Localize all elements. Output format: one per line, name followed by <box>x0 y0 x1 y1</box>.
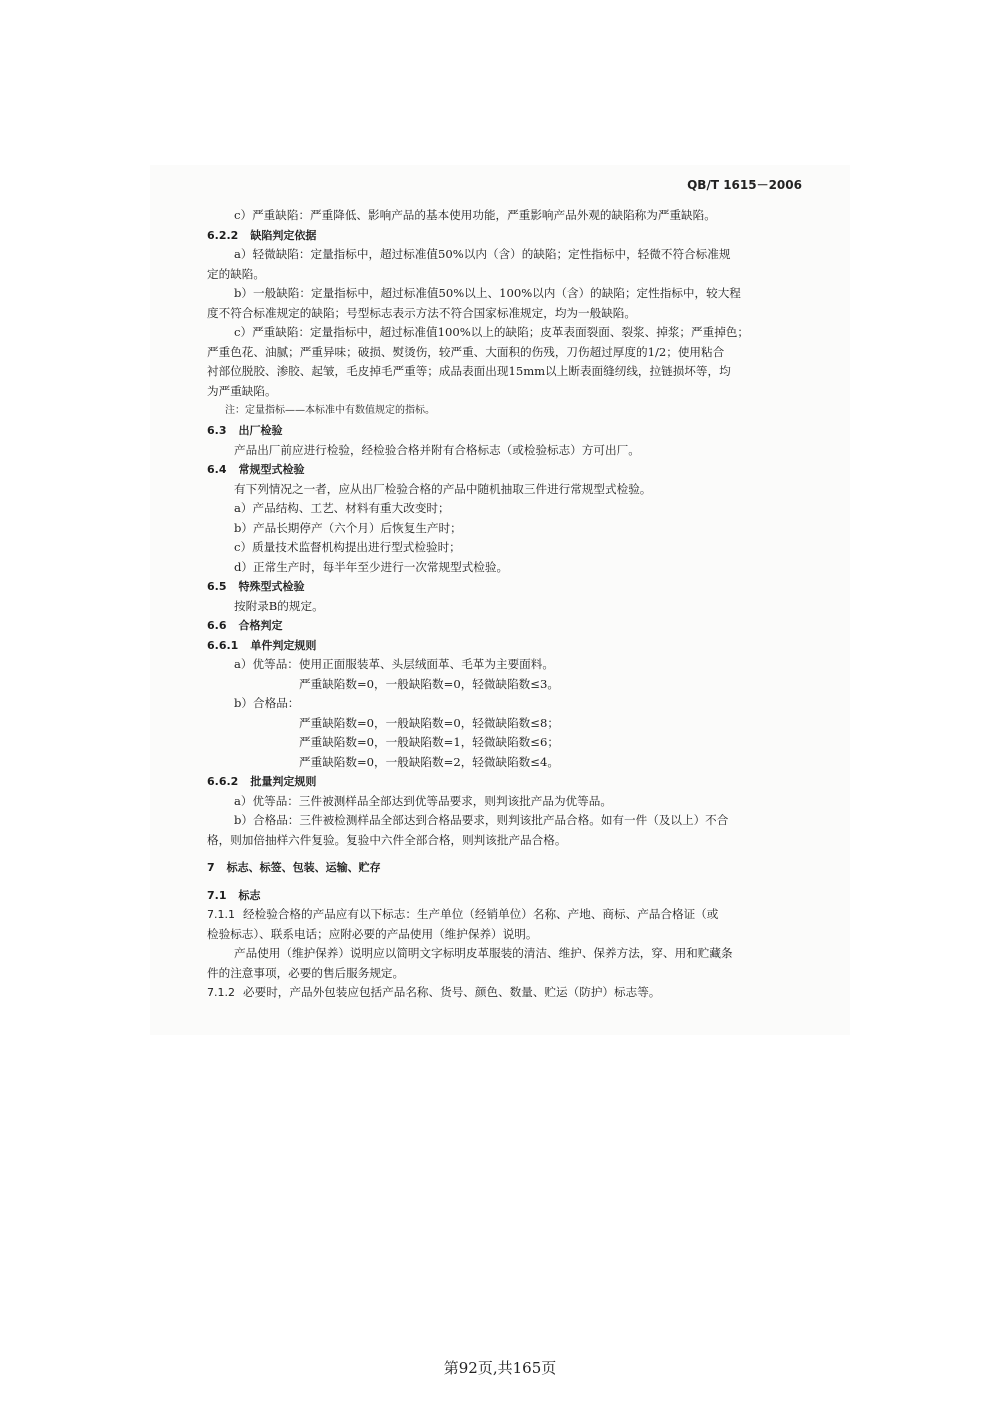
section-title: 单件判定规则 <box>250 638 317 652</box>
section-number: 7 <box>207 861 215 874</box>
text-line: 定的缺陷。 <box>207 266 265 281</box>
text-line: 产品使用（维护保养）说明应以简明文字标明皮革服装的清洁、维护、保养方法，穿、用和贮藏条 <box>234 946 733 960</box>
page-indicator: 第92页,共165页 <box>443 1359 557 1377</box>
standard-code: QB/T 1615－2006 <box>687 178 802 192</box>
text-line: 检验标志）、联系电话；应附必要的产品使用（维护保养）说明。 <box>207 926 538 941</box>
section-title: 合格判定 <box>238 619 283 632</box>
spacer <box>207 878 803 886</box>
rule-line: 严重缺陷数=0，一般缺陷数=2，轻微缺陷数≤4。 <box>299 754 559 769</box>
section-number: 6.3 <box>207 424 227 437</box>
clause-number: 7.1.2 <box>207 986 235 999</box>
section-title: 标志 <box>238 888 261 902</box>
text-line: 度不符合标准规定的缺陷；号型标志表示方法不符合国家标准规定，均为一般缺陷。 <box>207 305 636 320</box>
list-item: a）产品结构、工艺、材料有重大改变时； <box>234 501 450 515</box>
chapter-heading-7 <box>207 858 803 878</box>
list-item: c）质量技术监督机构提出进行型式检验时； <box>234 540 461 554</box>
text-line: c）严重缺陷：严重降低、影响产品的基本使用功能，严重影响产品外观的缺陷称为严重缺陷。 <box>234 208 716 222</box>
clause-7-1-1 <box>207 905 803 925</box>
list-item: a）优等品：使用正面服装革、头层绒面革、毛革为主要面料。 <box>234 657 554 671</box>
list-item: d）正常生产时，每半年至少进行一次常规型式检验。 <box>234 559 509 574</box>
list-item: b）产品长期停产（六个月）后恢复生产时； <box>234 520 462 535</box>
section-title: 标志、标签、包装、运输、贮存 <box>226 861 381 874</box>
clause-text: 必要时，产品外包装应包括产品名称、货号、颜色、数量、贮运（防护）标志等。 <box>243 985 661 999</box>
list-item: a）优等品：三件被测样品全部达到优等品要求，则判该批产品为优等品。 <box>234 793 612 808</box>
text-line: 件的注意事项，必要的售后服务规定。 <box>207 965 405 980</box>
text-line: 有下列情况之一者，应从出厂检验合格的产品中随机抽取三件进行常规型式检验。 <box>234 481 652 496</box>
note: 注：定量指标——本标准中有数值规定的指标。 <box>225 405 435 416</box>
section-number: 7.1 <box>207 888 227 902</box>
section-title: 常规型式检验 <box>238 463 305 476</box>
section-heading-6-2-2 <box>207 226 803 246</box>
section-heading-6-5 <box>207 577 803 597</box>
section-heading-7-1 <box>207 886 803 906</box>
section-title: 出厂检验 <box>238 424 283 437</box>
document-body <box>207 206 803 1003</box>
text-line: 衬部位脱胶、渗胶、起皱，毛皮掉毛严重等；成品表面出现15mm以上断表面缝纫线，拉链损坏等，均 <box>207 364 731 378</box>
section-number: 6.6.2 <box>207 775 239 788</box>
text-line: 按附录B的规定。 <box>234 598 324 613</box>
clause-7-1-2 <box>207 983 803 1003</box>
section-number: 6.2.2 <box>207 228 239 242</box>
section-title: 批量判定规则 <box>250 775 317 788</box>
section-number: 6.4 <box>207 463 227 476</box>
rule-line: 严重缺陷数=0，一般缺陷数=1，轻微缺陷数≤6； <box>299 735 559 749</box>
section-heading-6-6 <box>207 616 803 636</box>
section-title: 缺陷判定依据 <box>250 228 317 242</box>
section-number: 6.6.1 <box>207 638 239 652</box>
text-line: 为严重缺陷。 <box>207 383 277 398</box>
section-title: 特殊型式检验 <box>238 580 305 593</box>
section-number: 6.6 <box>207 619 227 632</box>
text-line: a）轻微缺陷：定量指标中，超过标准值50%以内（含）的缺陷；定性指标中，轻微不符合标准规 <box>234 247 731 261</box>
list-item: b）合格品： <box>234 696 300 710</box>
text-line: b）一般缺陷：定量指标中，超过标准值50%以上、100%以内（含）的缺陷；定性指标中，较大程 <box>234 286 741 300</box>
rule-line: 严重缺陷数=0，一般缺陷数=0，轻微缺陷数≤8； <box>299 715 559 730</box>
text-line: 格，则加倍抽样六件复验。复验中六件全部合格，则判该批产品合格。 <box>207 832 567 847</box>
rule-line: 严重缺陷数=0，一般缺陷数=0，轻微缺陷数≤3。 <box>299 676 559 691</box>
text-line: 严重色花、油腻；严重异味；破损、熨烫伤，较严重、大面积的伤残，刀伤超过厚度的1/2；使用粘合 <box>207 344 725 359</box>
spacer <box>207 850 803 858</box>
text-line: 产品出厂前应进行检验，经检验合格并附有合格标志（或检验标志）方可出厂。 <box>234 442 640 457</box>
section-heading-6-6-1 <box>207 636 803 656</box>
clause-text: 经检验合格的产品应有以下标志：生产单位（经销单位）名称、产地、商标、产品合格证（或 <box>243 907 719 921</box>
list-item: b）合格品：三件被检测样品全部达到合格品要求，则判该批产品合格。如有一件（及以上）不合 <box>234 813 729 827</box>
section-number: 6.5 <box>207 580 227 593</box>
section-heading-6-3 <box>207 421 803 441</box>
clause-number: 7.1.1 <box>207 908 235 921</box>
section-heading-6-6-2 <box>207 772 803 792</box>
section-heading-6-4 <box>207 460 803 480</box>
text-line: c）严重缺陷：定量指标中，超过标准值100%以上的缺陷；皮革表面裂面、裂浆、掉浆；严重掉色； <box>234 325 749 339</box>
